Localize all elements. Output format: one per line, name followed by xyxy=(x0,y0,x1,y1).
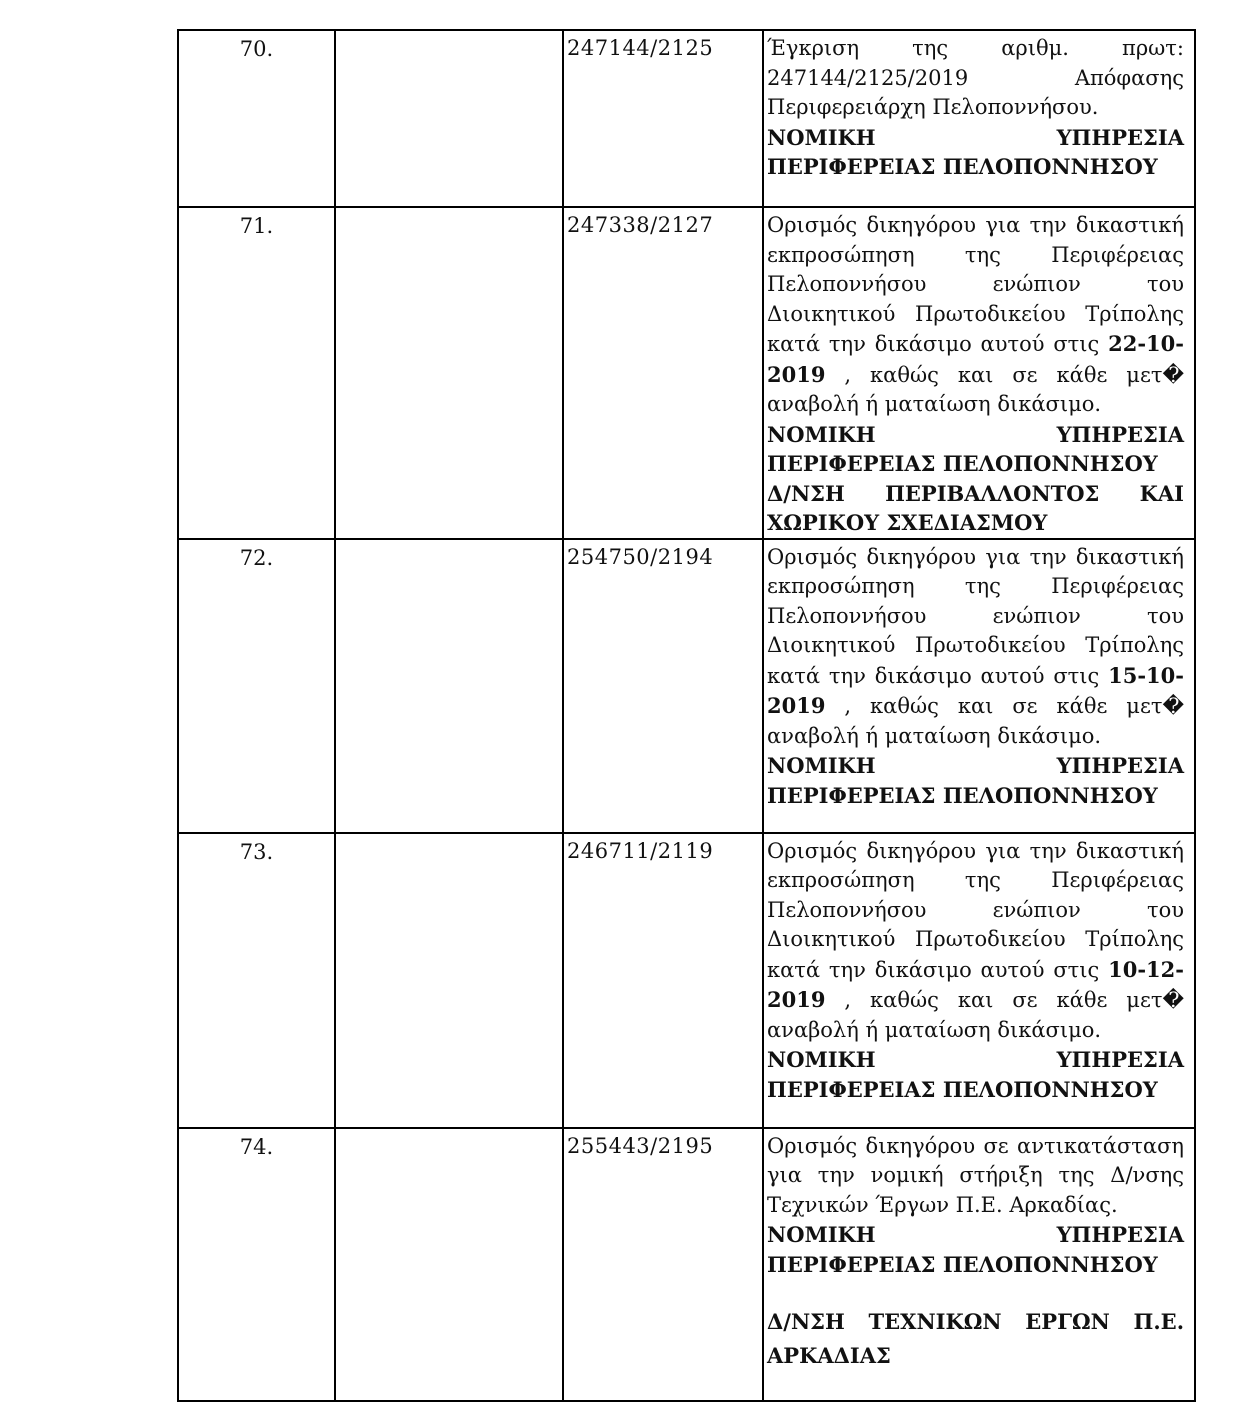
department-primary: ΝΟΜΙΚΗ ΥΠΗΡΕΣΙΑ ΠΕΡΙΦΕΡΕΙΑΣ ΠΕΛΟΠΟΝΝΗΣΟΥ xyxy=(767,421,1184,476)
description-before: Ορισμός δικηγόρου σε αντικατάσταση για την νομική στήριξη της Δ/νσης Τεχνικών Έργων Π.Ε. Αρκαδίας. xyxy=(767,1133,1184,1217)
table-row xyxy=(178,833,1195,1128)
spacer xyxy=(767,1279,1184,1305)
description-before: Ορισμός δικηγόρου για την δικαστική εκπροσώπηση της Περιφέρειας Πελοποννήσου ενώπιον του Διοικητικού Πρωτοδικείου Τρίπολης κατά την δικάσιμο αυτού στις xyxy=(767,838,1184,982)
department-primary: ΝΟΜΙΚΗ ΥΠΗΡΕΣΙΑ ΠΕΡΙΦΕΡΕΙΑΣ ΠΕΛΟΠΟΝΝΗΣΟΥ xyxy=(767,124,1184,179)
protocol-number: 255443/2195 xyxy=(563,1128,763,1401)
description-before: Ορισμός δικηγόρου για την δικαστική εκπροσώπηση της Περιφέρειας Πελοποννήσου ενώπιον του Διοικητικού Πρωτοδικείου Τρίπολης κατά την δικάσιμο αυτού στις xyxy=(767,544,1184,688)
department-primary: ΝΟΜΙΚΗ ΥΠΗΡΕΣΙΑ ΠΕΡΙΦΕΡΕΙΑΣ ΠΕΛΟΠΟΝΝΗΣΟΥ xyxy=(767,753,1184,808)
description-text xyxy=(767,1132,1184,1221)
table-row xyxy=(178,30,1195,207)
row-number: 70. xyxy=(178,30,335,207)
decisions-table xyxy=(177,29,1196,1402)
empty-cell xyxy=(335,833,563,1128)
hearing-date: 10-12-2019 xyxy=(767,956,1184,1012)
description-text xyxy=(767,34,1184,123)
protocol-number: 254750/2194 xyxy=(563,539,763,833)
department-primary: ΝΟΜΙΚΗ ΥΠΗΡΕΣΙΑ ΠΕΡΙΦΕΡΕΙΑΣ ΠΕΛΟΠΟΝΝΗΣΟΥ xyxy=(767,1047,1184,1102)
row-number: 74. xyxy=(178,1128,335,1401)
empty-cell xyxy=(335,207,563,539)
table-row xyxy=(178,539,1195,833)
description-before: Έγκριση της αριθμ. πρωτ: 247144/2125/2019 Απόφασης Περιφερειάρχη Πελοποννήσου. xyxy=(767,36,1184,119)
protocol-number: 247144/2125 xyxy=(563,30,763,207)
table-row xyxy=(178,1128,1195,1401)
description-after: , καθώς και σε κάθε μετ� αναβολή ή ματαίωση δικάσιμο. xyxy=(767,988,1184,1042)
row-number: 73. xyxy=(178,833,335,1128)
table-row xyxy=(178,207,1195,539)
description-cell xyxy=(763,30,1195,207)
empty-cell xyxy=(335,30,563,207)
description-cell xyxy=(763,539,1195,833)
row-number: 72. xyxy=(178,539,335,833)
empty-cell xyxy=(335,1128,563,1401)
empty-cell xyxy=(335,539,563,833)
department-secondary: Δ/ΝΣΗ ΠΕΡΙΒΑΛΛΟΝΤΟΣ ΚΑΙ ΧΩΡΙΚΟΥ ΣΧΕΔΙΑΣΜΟΥ xyxy=(767,480,1184,535)
description-after: , καθώς και σε κάθε μετ� αναβολή ή ματαίωση δικάσιμο. xyxy=(767,694,1184,748)
description-cell xyxy=(763,833,1195,1128)
row-number: 71. xyxy=(178,207,335,539)
department-primary: ΝΟΜΙΚΗ ΥΠΗΡΕΣΙΑ ΠΕΡΙΦΕΡΕΙΑΣ ΠΕΛΟΠΟΝΝΗΣΟΥ xyxy=(767,1222,1184,1277)
hearing-date: 22-10-2019 xyxy=(767,331,1184,387)
description-after: , καθώς και σε κάθε μετ� αναβολή ή ματαίωση δικάσιμο. xyxy=(767,362,1184,416)
department-secondary: Δ/ΝΣΗ ΤΕΧΝΙΚΩΝ ΕΡΓΩΝ Π.Ε. ΑΡΚΑΔΙΑΣ xyxy=(767,1309,1184,1368)
description-text xyxy=(767,837,1184,1046)
description-cell xyxy=(763,1128,1195,1401)
description-before: Ορισμός δικηγόρου για την δικαστική εκπροσώπηση της Περιφέρειας Πελοποννήσου ενώπιον του Διοικητικού Πρωτοδικείου Τρίπολης κατά την δικάσιμο αυτού στις xyxy=(767,213,1184,356)
description-text xyxy=(767,543,1184,752)
protocol-number: 246711/2119 xyxy=(563,833,763,1128)
description-text xyxy=(767,211,1184,420)
protocol-number: 247338/2127 xyxy=(563,207,763,539)
hearing-date: 15-10-2019 xyxy=(767,662,1184,718)
description-cell xyxy=(763,207,1195,539)
